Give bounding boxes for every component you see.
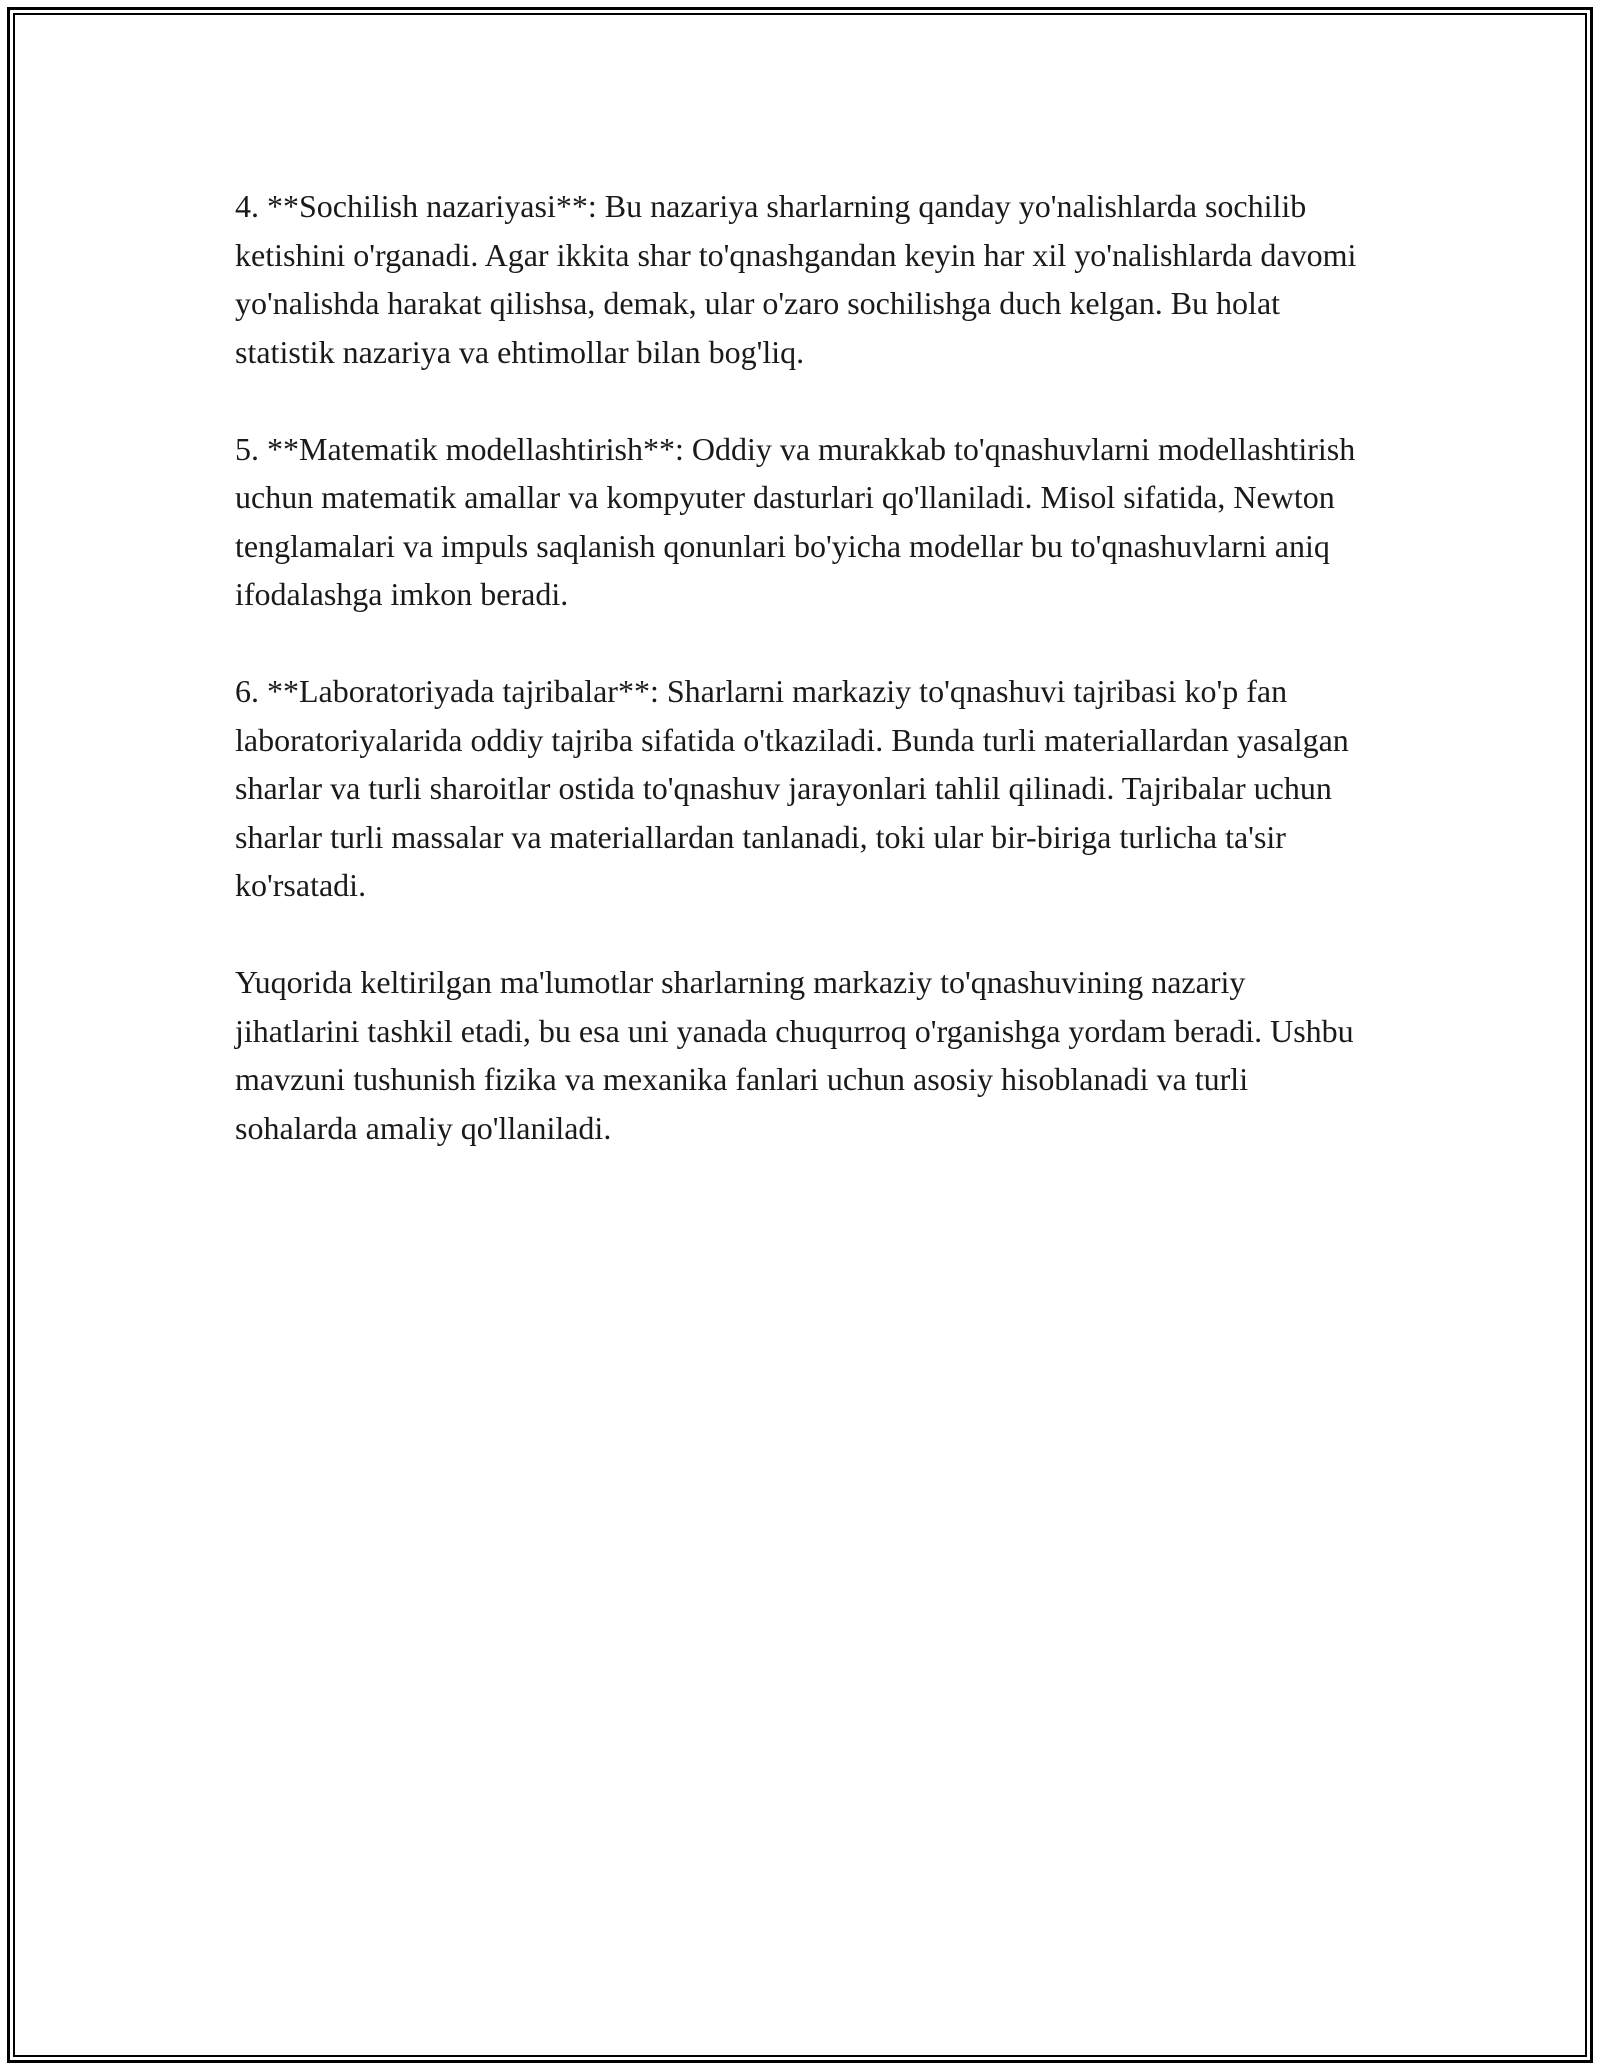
paragraph-scattering-theory: 4. **Sochilish nazariyasi**: Bu nazariya sharlarning qanday yo'nalishlarda sochilib ketishini o'rganadi. Agar ikkita shar to'qnashgandan keyin har xil yo'nalishlarda davomi yo'nalishda harakat qilishsa, demak, ular o'zaro sochilishga duch kelgan. Bu holat statistik nazariya va ehtimollar bilan bog'liq. xyxy=(235,188,1357,370)
paragraph-laboratory-experiments: 6. **Laboratoriyada tajribalar**: Sharlarni markaziy to'qnashuvi tajribasi ko'p fan laboratoriyalarida oddiy tajriba sifatida o'tkaziladi. Bunda turli materiallardan yasalgan sharlar va turli sharoitlar ostida to'qnashuv jarayonlari tahlil qilinadi. Tajribalar uchun sharlar turli massalar va materiallardan tanlanadi, toki ular bir-biriga turlicha ta'sir ko'rsatadi. xyxy=(235,673,1349,903)
paragraph-conclusion: Yuqorida keltirilgan ma'lumotlar sharlarning markaziy to'qnashuvining nazariy jihatlarini tashkil etadi, bu esa uni yanada chuqurroq o'rganishga yordam beradi. Ushbu mavzuni tushunish fizika va mexanika fanlari uchun asosiy hisoblanadi va turli sohalarda amaliy qo'llaniladi. xyxy=(235,964,1354,1146)
paragraph-mathematical-modeling: 5. **Matematik modellashtirish**: Oddiy va murakkab to'qnashuvlarni modellashtirish uchun matematik amallar va kompyuter dasturlari qo'llaniladi. Misol sifatida, Newton tenglamalari va impuls saqlanish qonunlari bo'yicha modellar bu to'qnashuvlarni aniq ifodalashga imkon beradi. xyxy=(235,430,1356,612)
document-body xyxy=(235,182,1365,1201)
